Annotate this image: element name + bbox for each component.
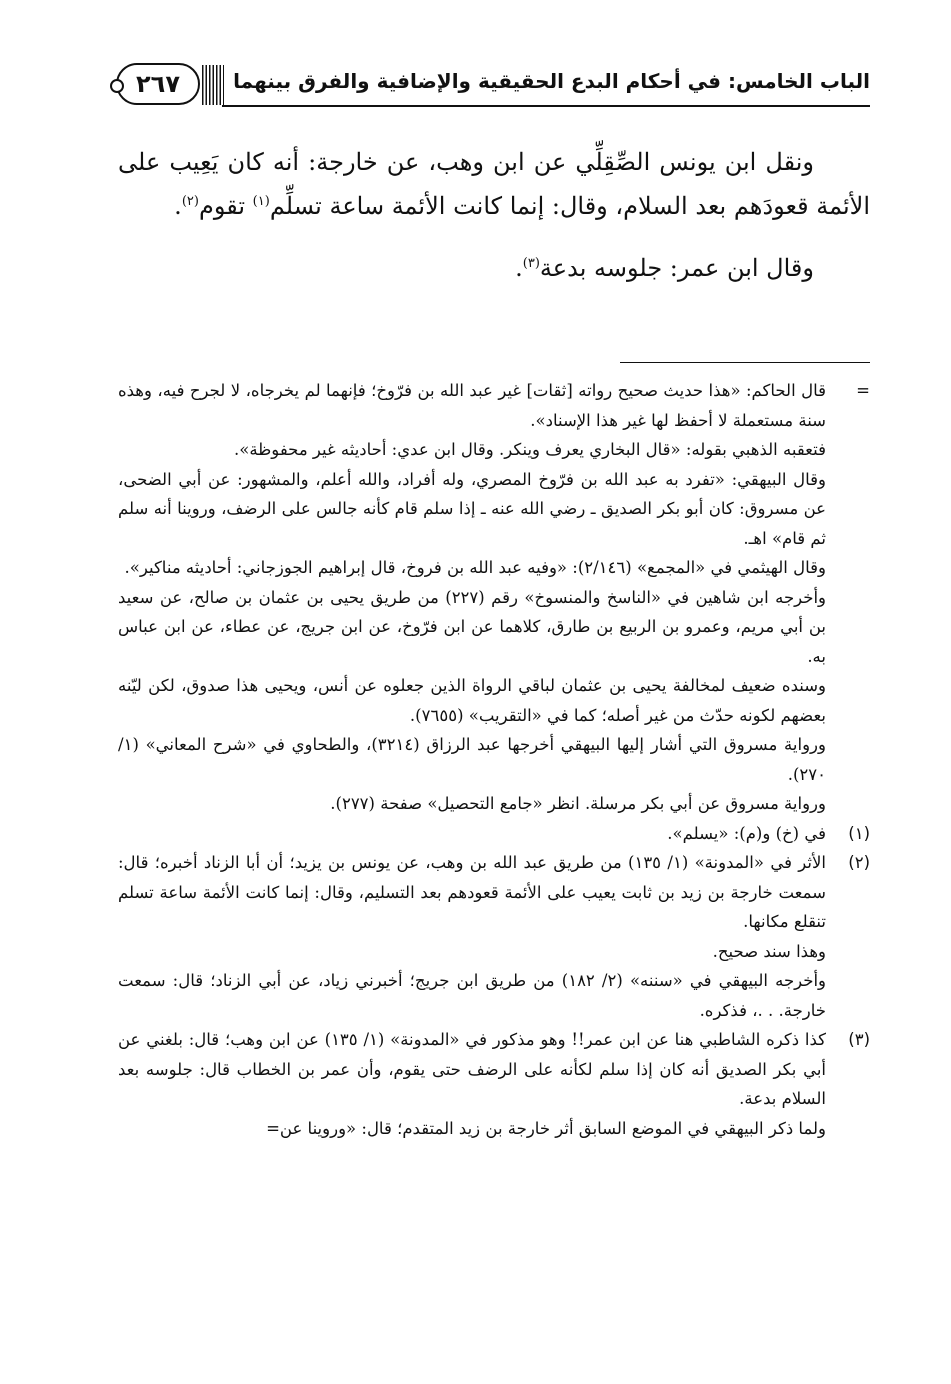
footnote-divider xyxy=(620,362,870,363)
paragraph-1-text: ونقل ابن يونس الصِّقِلِّي عن ابن وهب، عن خارجة: أنه كان يَعِيب على الأئمة قعودَهم بعد السلام، وقال: إنما كانت الأئمة ساعة تسلِّم xyxy=(118,148,870,220)
footnote-1 xyxy=(118,819,870,849)
footnote-mark: (٣) xyxy=(848,1030,870,1049)
footnote-body xyxy=(118,848,826,1025)
footnote-ref-1: (١) xyxy=(252,194,270,209)
running-header xyxy=(110,55,870,111)
paragraph-2 xyxy=(118,246,870,290)
footnote-line: الأثر في «المدونة» (١/ ١٣٥) من طريق عبد الله بن وهب، عن يونس بن يزيد؛ أن أبا الزناد أخبره؛ قال: سمعت خارجة بن زيد بن ثابت يعيب على الأئمة قعودهم بعد التسليم، وقال: إنما كانت الأئمة ساعة تسلم تنقلع مكانها. xyxy=(118,853,826,931)
header-divider xyxy=(222,105,870,107)
footnote-line: وأخرجه ابن شاهين في «الناسخ والمنسوخ» رقم (٢٢٧) من طريق يحيى بن عثمان بن صالح، عن سعيد بن أبي مريم، وعمرو بن الربيع بن طارق، كلاهما عن ابن فرّوخ، عن ابن جريج، عن عطاء، عن ابن عباس به. xyxy=(118,587,826,666)
footnote-ref-2: (٢) xyxy=(181,194,199,209)
footnote-2 xyxy=(118,848,870,1025)
chapter-title: الباب الخامس: في أحكام البدع الحقيقية والإضافية والفرق بينهما xyxy=(233,69,870,93)
paragraph-1-tail: تقوم xyxy=(198,192,253,220)
paragraph-2-end: . xyxy=(515,254,523,282)
footnote-line: فتعقبه الذهبي بقوله: «قال البخاري يعرف وينكر. وقال ابن عدي: أحاديثه غير محفوظة». xyxy=(233,440,826,459)
footnote-line: ولما ذكر البيهقي في الموضع السابق أثر خارجة بن زيد المتقدم؛ قال: «وروينا عن= xyxy=(266,1118,826,1138)
footnote-line: ورواية مسروق التي أشار إليها البيهقي أخرجها عبد الرزاق (٣٢١٤)، والطحاوي في «شرح المعاني» (١/ ٢٧٠). xyxy=(118,735,826,784)
footnotes-section xyxy=(118,376,870,1143)
footnote-body xyxy=(118,1025,826,1143)
paragraph-2-text: وقال ابن عمر: جلوسه بدعة xyxy=(539,254,814,282)
footnote-body xyxy=(118,376,826,819)
footnote-line: كذا ذكره الشاطبي هنا عن ابن عمر!! وهو مذكور في «المدونة» (١/ ١٣٥) عن ابن وهب؛ قال: بلغني عن أبي بكر الصديق أنه كان إذا سلم لكأنه على الرضف حتى يقوم، وأن عمر بن الخطاب قال: جلوسه بعد السلام بدعة. xyxy=(118,1030,826,1108)
footnote-mark: = xyxy=(856,381,870,400)
footnote-line: في (خ) و(م): «يسلم». xyxy=(667,823,826,843)
footnote-line: قال الحاكم: «هذا حديث صحيح رواته [ثقات] غير عبد الله بن فرّوخ؛ فإنهما لم يخرجاه، لا لجرح فيه، وهذه سنة مستعملة لا أحفظ لها غير هذا الإسناد». xyxy=(118,381,826,430)
footnote-line: وقال الهيثمي في «المجمع» (٢/١٤٦): «وفيه عبد الله بن فروخ، قال إبراهيم الجوزجاني: أحاديثه مناكير». xyxy=(124,558,826,577)
footnote-3 xyxy=(118,1025,870,1143)
footnote-line: وقال البيهقي: «تفرد به عبد الله بن فرّوخ المصري، وله أفراد، والله أعلم، والمشهور: عن أبي الضحى، عن مسروق: كان أبو بكر الصديق ـ رضي الله عنه ـ إذا سلم قام كأنه جالس على الرضف، وروينا أنه سلم ثم قام» اهـ. xyxy=(118,469,826,548)
footnote-mark: (١) xyxy=(848,823,870,843)
footnote-body xyxy=(118,819,826,849)
paragraph-1 xyxy=(118,140,870,228)
footnote-line: وهذا سند صحيح. xyxy=(712,941,826,961)
paragraph-1-end: . xyxy=(174,192,182,220)
main-text xyxy=(118,140,870,290)
header-ornament xyxy=(202,65,224,105)
page-number-badge xyxy=(116,63,200,105)
footnote-ref-3: (٣) xyxy=(522,256,540,271)
footnote-mark: (٢) xyxy=(848,853,870,872)
footnote-line: وأخرجه البيهقي في «سننه» (٢/ ١٨٢) من طريق ابن جريج؛ أخبرني زياد، عن أبي الزناد؛ قال: سمعت خارجة. . .، فذكره. xyxy=(118,971,826,1020)
page-number: ٢٦٧ xyxy=(136,70,180,98)
footnote-line: وسنده ضعيف لمخالفة يحيى بن عثمان لباقي الرواة الذين جعلوه عن أنس، ويحيى هذا صدوق، لكن ليّنه بعضهم لكونه حدّث من غير أصله؛ كما في «التقريب» (٧٦٥٥). xyxy=(118,676,826,725)
footnote-line: ورواية مسروق عن أبي بكر مرسلة. انظر «جامع التحصيل» صفحة (٢٧٧). xyxy=(330,794,826,813)
footnote-continued xyxy=(118,376,870,819)
